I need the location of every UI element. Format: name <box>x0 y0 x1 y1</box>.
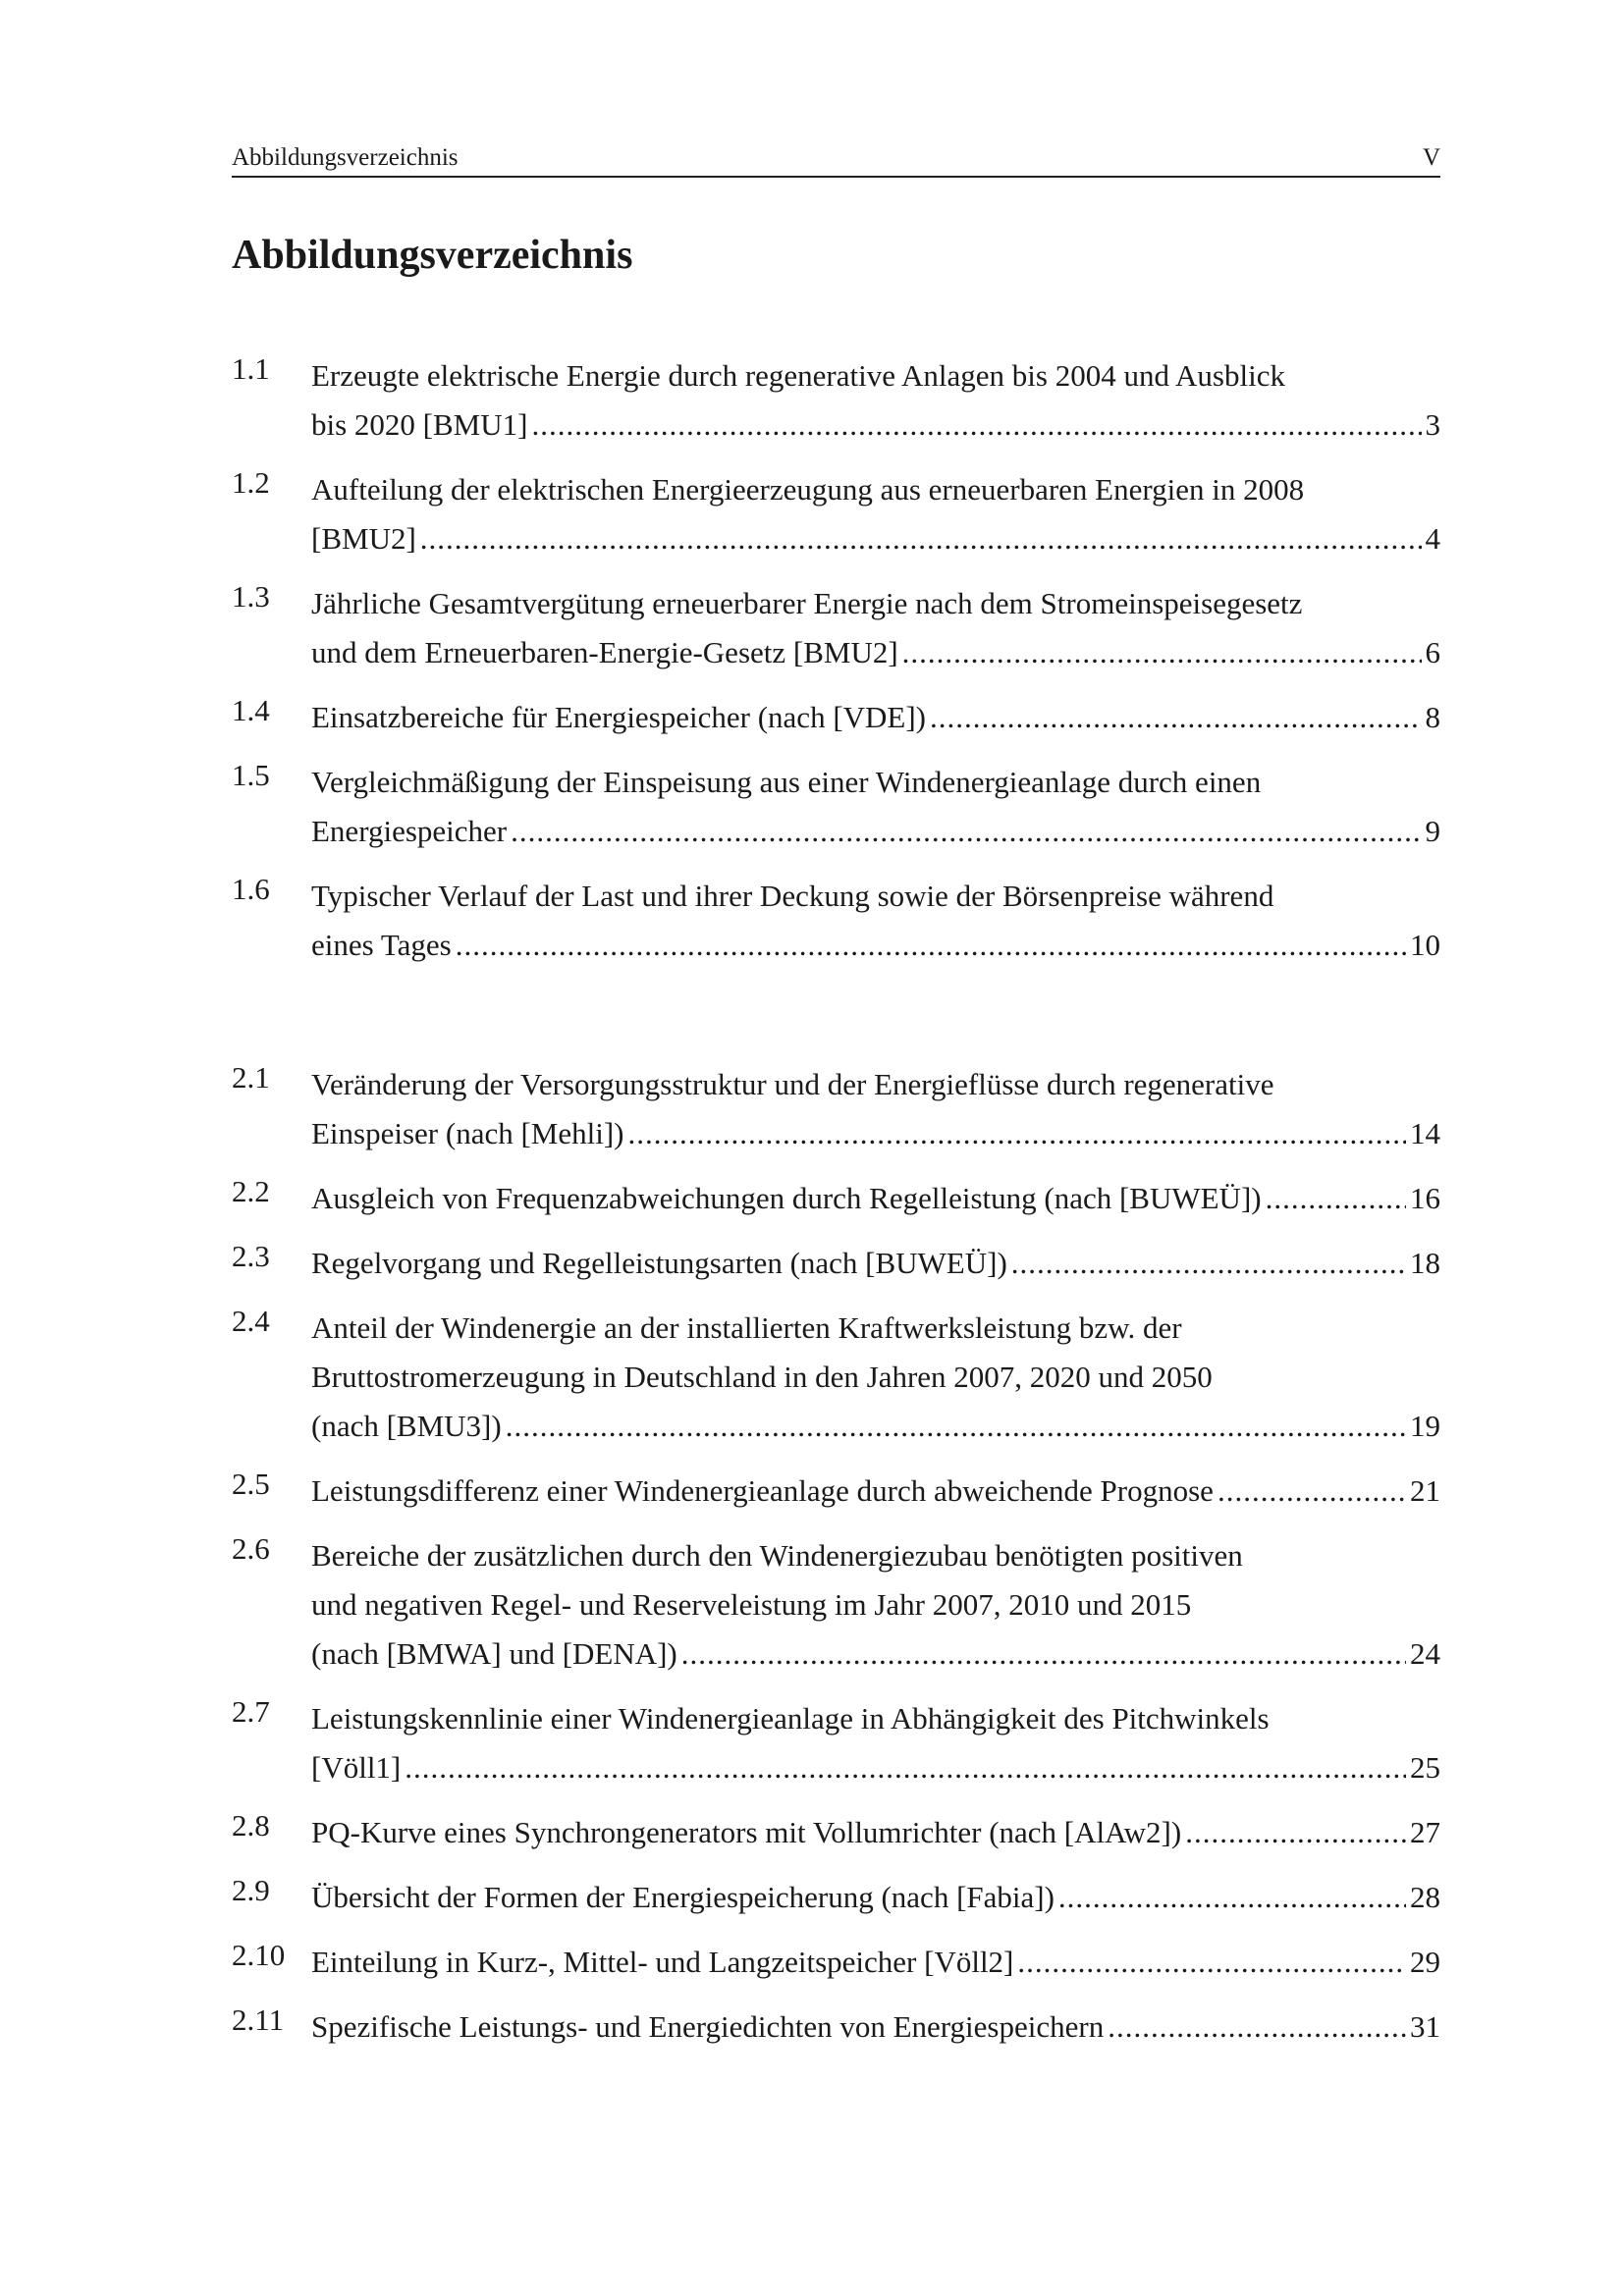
figure-caption-line: Aufteilung der elektrischen Energieerzeugung aus erneuerbaren Energien in 2008 <box>311 472 1305 507</box>
figure-number: 2.2 <box>232 1174 270 1208</box>
figure-caption-line: Anteil der Windenergie an der installierten Kraftwerksleistung bzw. der <box>311 1310 1182 1345</box>
figure-caption-line: [BMU2] <box>311 521 416 556</box>
dot-leader <box>628 1109 1407 1158</box>
figure-page-number[interactable]: 9 <box>1425 814 1440 848</box>
figure-caption-line: eines Tages <box>311 928 452 962</box>
figure-number: 2.11 <box>232 2002 285 2037</box>
figure-entry-2-3[interactable] <box>232 1239 1440 1288</box>
figure-entry-2-2[interactable] <box>232 1174 1440 1223</box>
figure-number: 1.6 <box>232 872 270 906</box>
figure-entry-2-4[interactable] <box>232 1304 1440 1451</box>
figure-entry-2-10[interactable] <box>232 1938 1440 1987</box>
figure-caption-line: Typischer Verlauf der Last und ihrer Deckung sowie der Börsenpreise während <box>311 879 1274 913</box>
figure-page-number[interactable]: 25 <box>1410 1750 1440 1785</box>
figure-page-number[interactable]: 8 <box>1425 700 1440 734</box>
figure-entry-2-9[interactable] <box>232 1873 1440 1922</box>
dot-leader <box>902 628 1422 677</box>
figure-page-number[interactable]: 21 <box>1410 1473 1440 1508</box>
dot-leader <box>506 1402 1406 1451</box>
figure-page-number[interactable]: 4 <box>1425 521 1440 556</box>
dot-leader <box>1017 1938 1406 1987</box>
figure-caption-line: und dem Erneuerbaren-Energie-Gesetz [BMU2] <box>311 635 898 669</box>
figure-caption-line: Veränderung der Versorgungsstruktur und der Energieflüsse durch regenerative <box>311 1067 1274 1101</box>
dot-leader <box>1266 1174 1406 1223</box>
figure-number: 1.1 <box>232 351 270 386</box>
figure-entry-2-1[interactable] <box>232 1060 1440 1158</box>
figure-caption-line: Spezifische Leistungs- und Energiedichten von Energiespeichern <box>311 2009 1105 2044</box>
figure-list <box>232 336 1440 2052</box>
figure-number: 2.8 <box>232 1808 270 1842</box>
figure-number: 1.4 <box>232 693 270 727</box>
dot-leader <box>930 693 1422 742</box>
figure-entry-1-4[interactable] <box>232 693 1440 742</box>
figure-caption-line: Einsatzbereiche für Energiespeicher (nach [VDE]) <box>311 700 926 734</box>
figure-caption-line: Bereiche der zusätzlichen durch den Windenergiezubau benötigten positiven <box>311 1538 1243 1573</box>
figure-entry-1-5[interactable] <box>232 758 1440 856</box>
dot-leader <box>1185 1808 1406 1857</box>
running-header <box>232 140 1440 178</box>
dot-leader <box>456 921 1406 970</box>
figure-caption-line: und negativen Regel- und Reserveleistung im Jahr 2007, 2010 und 2015 <box>311 1587 1192 1622</box>
figure-entry-2-7[interactable] <box>232 1694 1440 1792</box>
figure-number: 2.6 <box>232 1531 270 1566</box>
figure-number: 2.3 <box>232 1239 270 1273</box>
figure-page-number[interactable]: 18 <box>1410 1246 1440 1280</box>
figure-caption-line: Energiespeicher <box>311 814 508 848</box>
figure-caption-line: Bruttostromerzeugung in Deutschland in den Jahren 2007, 2020 und 2050 <box>311 1360 1213 1394</box>
figure-caption-line: (nach [BMU3]) <box>311 1409 502 1443</box>
figure-page-number[interactable]: 19 <box>1410 1409 1440 1443</box>
figure-page-number[interactable]: 24 <box>1410 1636 1440 1671</box>
page-title: Abbildungsverzeichnis <box>232 233 633 278</box>
dot-leader <box>405 1743 1406 1792</box>
dot-leader <box>1011 1239 1406 1288</box>
figure-caption-line: Regelvorgang und Regelleistungsarten (nach [BUWEÜ]) <box>311 1246 1007 1280</box>
figure-number: 2.5 <box>232 1467 270 1501</box>
figure-caption-line: Übersicht der Formen der Energiespeicherung (nach [Fabia]) <box>311 1880 1055 1914</box>
figure-page-number[interactable]: 27 <box>1410 1815 1440 1849</box>
figure-caption-line: Vergleichmäßigung der Einspeisung aus einer Windenergieanlage durch einen <box>311 765 1262 799</box>
figure-page-number[interactable]: 10 <box>1410 928 1440 962</box>
header-page-number: V <box>1422 144 1440 171</box>
figure-caption-line: (nach [BMWA] und [DENA]) <box>311 1636 677 1671</box>
figure-number: 2.10 <box>232 1938 286 1972</box>
figure-entry-2-6[interactable] <box>232 1531 1440 1679</box>
figure-page-number[interactable]: 31 <box>1410 2009 1440 2044</box>
figure-page-number[interactable]: 14 <box>1410 1116 1440 1150</box>
figure-number: 2.4 <box>232 1304 270 1338</box>
figure-page-number[interactable]: 3 <box>1425 407 1440 442</box>
figure-page-number[interactable]: 28 <box>1410 1880 1440 1914</box>
figure-entry-1-6[interactable] <box>232 872 1440 970</box>
figure-caption-line: Jährliche Gesamtvergütung erneuerbarer Energie nach dem Stromeinspeisegesetz <box>311 586 1303 620</box>
figure-entry-1-2[interactable] <box>232 465 1440 563</box>
figure-number: 1.3 <box>232 579 270 614</box>
dot-leader <box>1058 1873 1406 1922</box>
figure-caption-line: [Völl1] <box>311 1750 402 1785</box>
figure-number: 2.9 <box>232 1873 270 1907</box>
figure-number: 2.1 <box>232 1060 270 1095</box>
header-section-title: Abbildungsverzeichnis <box>232 144 459 171</box>
figure-caption-line: Einspeiser (nach [Mehli]) <box>311 1116 624 1150</box>
figure-caption-line: Leistungskennlinie einer Windenergieanlage in Abhängigkeit des Pitchwinkels <box>311 1701 1270 1735</box>
figure-page-number[interactable]: 6 <box>1425 635 1440 669</box>
figure-entry-2-8[interactable] <box>232 1808 1440 1857</box>
figure-number: 1.5 <box>232 758 270 792</box>
dot-leader <box>420 514 1422 563</box>
figure-caption-line: Einteilung in Kurz-, Mittel- und Langzeitspeicher [Völl2] <box>311 1945 1014 1979</box>
figure-number: 2.7 <box>232 1694 270 1729</box>
figure-entry-1-3[interactable] <box>232 579 1440 677</box>
figure-caption-line: PQ-Kurve eines Synchrongenerators mit Vollumrichter (nach [AlAw2]) <box>311 1815 1182 1849</box>
dot-leader <box>681 1629 1406 1679</box>
figure-caption-line: Ausgleich von Frequenzabweichungen durch Regelleistung (nach [BUWEÜ]) <box>311 1181 1262 1215</box>
figure-caption-line: Leistungsdifferenz einer Windenergieanlage durch abweichende Prognose <box>311 1473 1214 1508</box>
figure-entry-1-1[interactable] <box>232 351 1440 450</box>
dot-leader <box>1108 2002 1406 2052</box>
dot-leader <box>511 807 1421 856</box>
figure-entry-2-5[interactable] <box>232 1467 1440 1516</box>
figure-page-number[interactable]: 16 <box>1410 1181 1440 1215</box>
figure-caption-line: Erzeugte elektrische Energie durch regenerative Anlagen bis 2004 und Ausblick <box>311 358 1285 393</box>
figure-page-number[interactable]: 29 <box>1410 1945 1440 1979</box>
figure-caption-line: bis 2020 [BMU1] <box>311 407 528 442</box>
figure-entry-2-11[interactable] <box>232 2002 1440 2052</box>
dot-leader <box>1217 1467 1406 1516</box>
dot-leader <box>531 400 1421 450</box>
figure-number: 1.2 <box>232 465 270 500</box>
